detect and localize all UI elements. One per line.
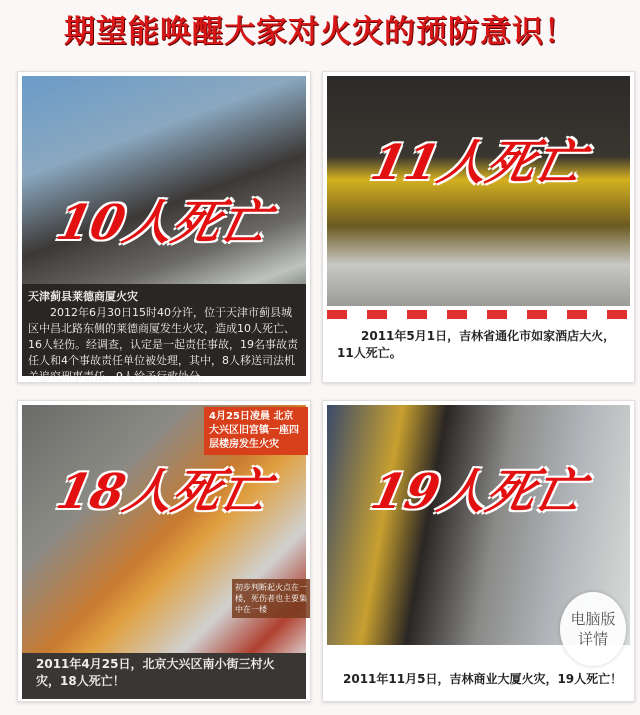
caption-text: 2012年6月30日15时40分许，位于天津市蓟县城区中昌北路东侧的莱德商厦发生火灾，造成10人死亡、16人轻伤。经调查，认定是一起责任事故，19名事故责任人和4个事故责任单位被处理，其中，8人移送司法机关追究刑事责任，9人给予行政处分。	[28, 306, 298, 383]
death-toll-headline: 11人死亡	[366, 135, 589, 191]
page-title: 期望能唤醒大家对火灾的预防意识！	[64, 14, 576, 50]
card-tianjin-fire	[17, 71, 311, 383]
death-toll-headline: 19人死亡	[366, 464, 589, 520]
desktop-version-button[interactable]	[560, 592, 626, 666]
warning-tape	[327, 310, 630, 319]
caption-text: 2011年5月1日，吉林省通化市如家酒店大火，11人死亡。	[337, 329, 616, 360]
death-toll-headline: 18人死亡	[51, 464, 275, 520]
button-label-line1: 电脑版	[570, 610, 616, 628]
origin-note: 初步判断起火点在一楼，死伤者也主要集中在一楼	[232, 579, 311, 618]
card-tonghua-fire	[322, 71, 635, 383]
death-toll-headline: 10人死亡	[51, 195, 275, 251]
button-label-line2: 详情	[577, 630, 608, 648]
caption-box	[22, 284, 306, 383]
caption-subtitle: 天津蓟县莱德商厦火灾	[28, 290, 138, 303]
caption-text: 2011年4月25日，北京大兴区南小街三村火灾，18人死亡！	[22, 653, 306, 699]
caption-text: 2011年11月5日，吉林商业大厦火灾，19人死亡！	[343, 672, 623, 686]
card-daxing-fire	[17, 400, 311, 702]
event-tag: 4月25日凌晨 北京大兴区旧宫镇一座四层楼房发生火灾	[204, 407, 308, 455]
